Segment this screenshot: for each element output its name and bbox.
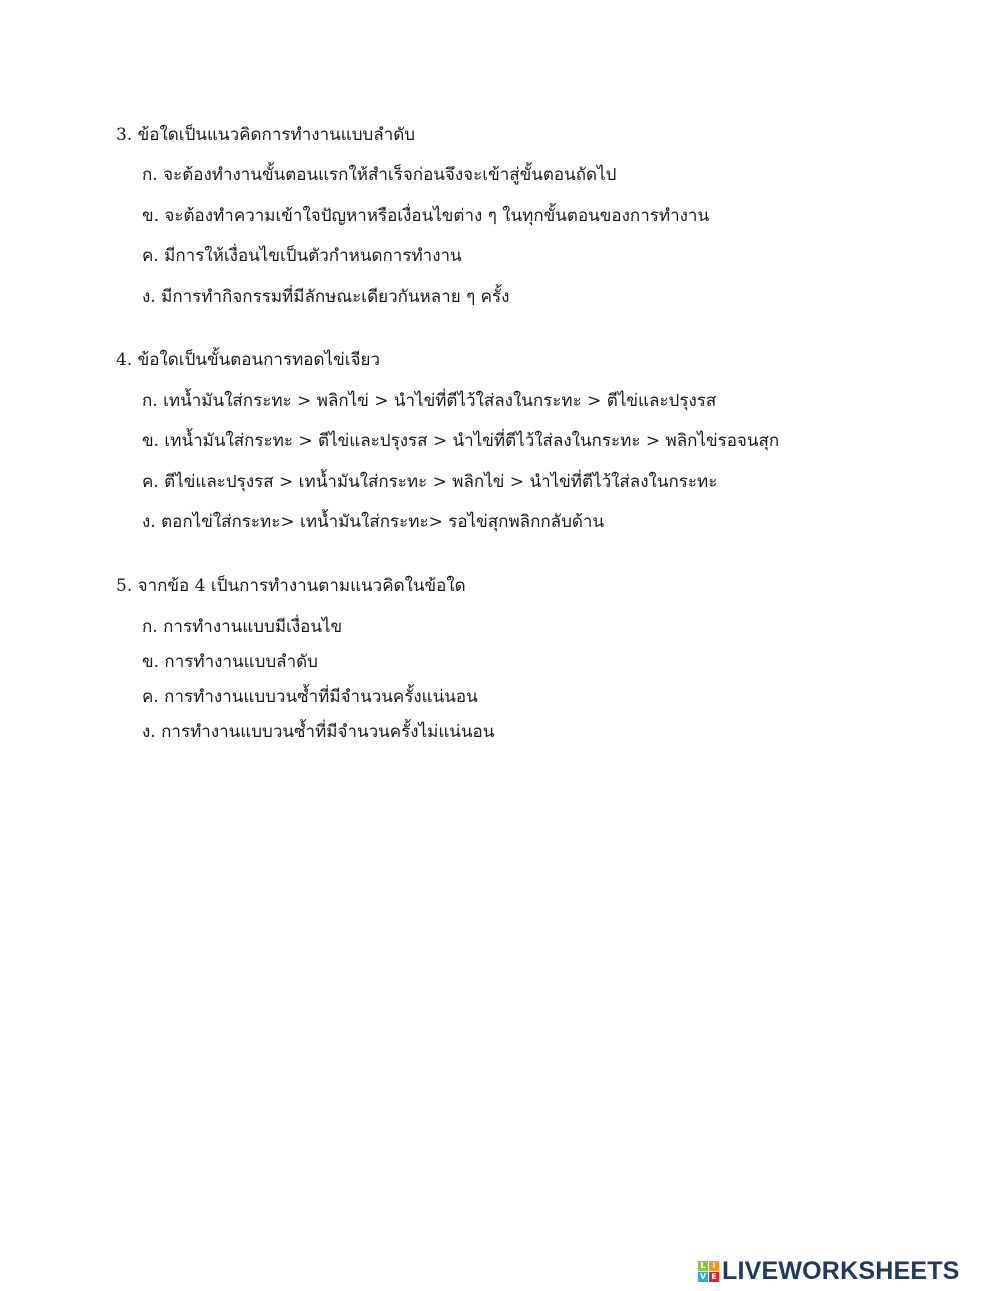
logo-tile-v: V	[699, 1271, 707, 1281]
question-5-stem: 5. จากข้อ 4 เป็นการทำงานตามแนวคิดในข้อใด	[116, 576, 466, 596]
logo-tile-l: L	[698, 1261, 708, 1271]
question-4-stem: 4. ข้อใดเป็นขั้นตอนการทอดไข่เจียว	[116, 350, 381, 370]
logo-tile-i: I	[709, 1261, 719, 1271]
question-4-option-a: ก. เทน้ำมันใส่กระทะ > พลิกไข่ > นำไข่ที่ตีไว้ใส่ลงในกระทะ > ตีไข่และปรุงรส	[142, 391, 717, 411]
liveworksheets-brand	[698, 1258, 960, 1284]
question-3-option-a: ก. จะต้องทำงานขั้นตอนแรกให้สำเร็จก่อนจึงจะเข้าสู่ขั้นตอนถัดไป	[142, 165, 617, 185]
liveworksheets-logo-icon	[698, 1261, 719, 1282]
question-3-option-c: ค. มีการให้เงื่อนไขเป็นตัวกำหนดการทำงาน	[142, 246, 462, 266]
question-3-option-d: ง. มีการทำกิจกรรมที่มีลักษณะเดียวกันหลาย ๆ ครั้ง	[142, 287, 510, 307]
question-3-stem: 3. ข้อใดเป็นแนวคิดการทำงานแบบลำดับ	[116, 125, 416, 145]
question-5-option-b: ข. การทำงานแบบลำดับ	[142, 652, 318, 672]
logo-tile-e: E	[709, 1272, 719, 1282]
question-3-option-b: ข. จะต้องทำความเข้าใจปัญหาหรือเงื่อนไขต่าง ๆ ในทุกขั้นตอนของการทำงาน	[142, 206, 710, 226]
question-4-option-c: ค. ตีไข่และปรุงรส > เทน้ำมันใส่กระทะ > พลิกไข่ > นำไข่ที่ตีไว้ใส่ลงในกระทะ	[142, 472, 718, 492]
brand-wordmark: LIVEWORKSHEETS	[722, 1256, 960, 1285]
question-4-option-d: ง. ตอกไข่ใส่กระทะ> เทน้ำมันใส่กระทะ> รอไข่สุกพลิกกลับด้าน	[142, 512, 605, 532]
question-5-option-a: ก. การทำงานแบบมีเงื่อนไข	[142, 617, 343, 637]
question-5-option-c: ค. การทำงานแบบวนซ้ำที่มีจำนวนครั้งแน่นอน	[142, 687, 478, 707]
question-4-option-b: ข. เทน้ำมันใส่กระทะ > ตีไข่และปรุงรส > นำไข่ที่ตีไว้ใส่ลงในกระทะ > พลิกไข่รอจนสุก	[142, 431, 780, 451]
question-5-option-d: ง. การทำงานแบบวนซ้ำที่มีจำนวนครั้งไม่แน่นอน	[142, 722, 495, 742]
